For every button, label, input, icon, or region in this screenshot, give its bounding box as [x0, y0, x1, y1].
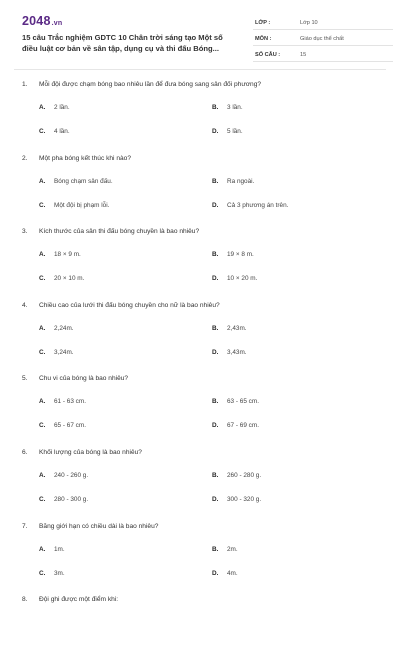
answer-option-c[interactable] [39, 495, 88, 504]
option-text: 18 × 9 m. [54, 251, 81, 259]
option-letter: A. [39, 324, 46, 332]
question-item [0, 80, 400, 154]
question-number: 7. [22, 522, 28, 530]
logo-text: 2048 [22, 14, 51, 28]
option-text: 67 - 69 cm. [227, 422, 259, 430]
header-divider [14, 69, 386, 70]
question-number: 1. [22, 81, 28, 88]
option-letter: D. [212, 569, 219, 577]
info-label: LỚP : [255, 20, 271, 26]
info-label: MÔN : [255, 36, 272, 42]
question-number: 8. [22, 596, 28, 604]
document-info [253, 17, 393, 65]
question-number: 4. [22, 301, 28, 309]
answer-option-c[interactable] [39, 127, 70, 136]
answer-option-b[interactable] [212, 177, 254, 186]
answer-option-a[interactable] [39, 324, 74, 333]
answer-option-a[interactable] [39, 471, 88, 480]
question-prompt: Đội ghi được một điểm khi: [39, 596, 119, 604]
question-text [22, 80, 261, 89]
option-text: 19 × 8 m. [227, 251, 254, 259]
option-letter: D. [212, 201, 219, 209]
option-letter: B. [212, 324, 219, 332]
option-text: 2m. [227, 545, 238, 553]
question-item [0, 522, 400, 596]
question-text [22, 522, 158, 531]
question-prompt: Băng giới hạn có chiều dài là bao nhiêu? [39, 522, 159, 530]
option-text: 3,43m. [227, 348, 247, 356]
info-row-question-count [253, 49, 393, 62]
option-letter: D. [212, 275, 219, 283]
answer-option-b[interactable] [212, 471, 261, 480]
info-value: Giáo dục thể chất [300, 36, 344, 42]
option-text: 20 × 10 m. [54, 275, 85, 283]
option-letter: C. [39, 275, 46, 283]
question-number: 3. [22, 228, 28, 236]
question-item [0, 154, 400, 228]
option-text: 1m. [54, 545, 65, 553]
answer-option-b[interactable] [212, 103, 243, 112]
answer-option-d[interactable] [212, 495, 261, 504]
page-title: 15 câu Trắc nghiệm GDTC 10 Chân trời sáng tạo Một số điều luật cơ bản về sân tập, dụng cụ và thi đấu Bóng... [22, 33, 223, 53]
question-text [22, 448, 142, 457]
question-item [0, 301, 400, 375]
answer-option-d[interactable] [212, 127, 243, 136]
question-number: 2. [22, 154, 28, 162]
answer-option-b[interactable] [212, 545, 238, 554]
option-text: 65 - 67 cm. [54, 422, 86, 430]
question-item [0, 595, 400, 669]
answer-option-a[interactable] [39, 250, 81, 259]
option-letter: B. [212, 177, 219, 185]
option-letter: A. [39, 398, 46, 406]
question-item [0, 227, 400, 301]
question-prompt: Mỗi đội được chạm bóng bao nhiêu lần để đưa bóng sang sân đối phương? [39, 81, 262, 88]
info-row-subject [253, 33, 393, 46]
answer-option-c[interactable] [39, 348, 74, 357]
option-text: Cả 3 phương án trên. [227, 201, 289, 209]
answer-option-c[interactable] [39, 569, 65, 578]
answer-option-a[interactable] [39, 397, 86, 406]
answer-option-d[interactable] [212, 274, 257, 283]
option-text: 260 - 280 g. [227, 471, 262, 479]
question-prompt: Khối lượng của bóng là bao nhiêu? [39, 448, 142, 456]
option-text: 61 - 63 cm. [54, 398, 86, 406]
option-text: 280 - 300 g. [54, 495, 89, 503]
option-text: 4 lần. [54, 128, 70, 135]
question-number: 6. [22, 448, 28, 456]
option-letter: A. [39, 104, 46, 111]
option-text: 5 lần. [227, 128, 243, 135]
question-text [22, 301, 220, 310]
site-logo[interactable] [22, 14, 62, 28]
info-row-class [253, 17, 393, 30]
option-letter: B. [212, 545, 219, 553]
option-letter: C. [39, 201, 46, 209]
option-letter: D. [212, 348, 219, 356]
option-letter: C. [39, 128, 46, 135]
answer-option-b[interactable] [212, 250, 254, 259]
question-text [22, 374, 128, 383]
question-prompt: Chu vi của bóng là bao nhiêu? [39, 375, 129, 383]
option-letter: A. [39, 251, 46, 259]
option-text: 3m. [54, 569, 65, 577]
option-letter: B. [212, 398, 219, 406]
option-text: 240 - 260 g. [54, 471, 89, 479]
answer-option-a[interactable] [39, 545, 65, 554]
answer-option-c[interactable] [39, 274, 84, 283]
logo-suffix: .vn [51, 20, 63, 27]
option-text: Ra ngoài. [227, 177, 255, 185]
option-text: Một đội bị phạm lỗi. [54, 201, 110, 209]
answer-option-c[interactable] [39, 201, 109, 210]
answer-option-c[interactable] [39, 421, 86, 430]
option-letter: C. [39, 348, 46, 356]
question-number: 5. [22, 375, 28, 383]
option-letter: B. [212, 251, 219, 259]
option-text: 10 × 20 m. [227, 275, 258, 283]
answer-option-d[interactable] [212, 348, 247, 357]
info-value: 15 [300, 52, 307, 58]
question-list [0, 80, 400, 669]
answer-option-a[interactable] [39, 103, 70, 112]
answer-option-b[interactable] [212, 397, 259, 406]
answer-option-a[interactable] [39, 177, 113, 186]
question-prompt: Một pha bóng kết thúc khi nào? [39, 154, 132, 162]
option-text: 2 lần. [54, 104, 70, 111]
option-letter: B. [212, 104, 219, 111]
answer-option-d[interactable] [212, 421, 259, 430]
option-text: 3,24m. [54, 348, 74, 356]
option-letter: D. [212, 495, 219, 503]
option-letter: B. [212, 471, 219, 479]
option-letter: D. [212, 422, 219, 430]
answer-option-d[interactable] [212, 201, 288, 210]
option-letter: A. [39, 545, 46, 553]
info-label: SỐ CÂU : [255, 52, 281, 58]
option-letter: D. [212, 128, 219, 135]
option-letter: C. [39, 569, 46, 577]
question-item [0, 374, 400, 448]
option-letter: A. [39, 177, 46, 185]
question-prompt: Chiều cao của lưới thi đấu bóng chuyền cho nữ là bao nhiêu? [39, 301, 220, 309]
document-header [14, 12, 386, 62]
option-letter: C. [39, 495, 46, 503]
question-text [22, 154, 131, 163]
question-prompt: Kích thước của sân thi đấu bóng chuyền là bao nhiêu? [39, 228, 200, 236]
option-text: 4m. [227, 569, 238, 577]
option-letter: C. [39, 422, 46, 430]
info-value: Lớp 10 [300, 20, 318, 26]
option-text: 3 lần. [227, 104, 243, 111]
question-text [22, 227, 199, 236]
option-text: Bóng chạm sân đấu. [54, 177, 113, 185]
answer-option-d[interactable] [212, 569, 238, 578]
option-text: 300 - 320 g. [227, 495, 262, 503]
option-text: 2,43m. [227, 324, 247, 332]
option-letter: A. [39, 471, 46, 479]
question-item [0, 448, 400, 522]
answer-option-b[interactable] [212, 324, 247, 333]
option-text: 63 - 65 cm. [227, 398, 259, 406]
option-text: 2,24m. [54, 324, 74, 332]
